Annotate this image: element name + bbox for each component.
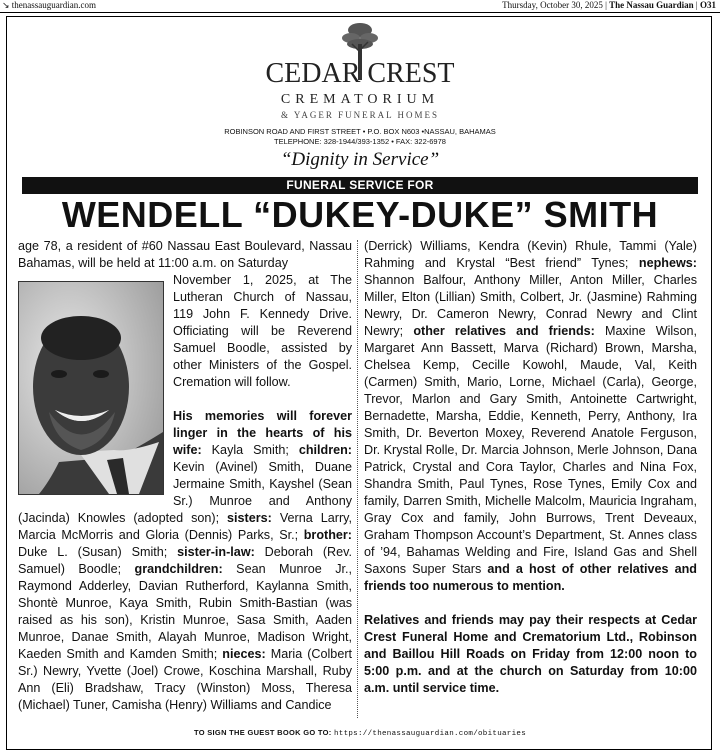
survivors-continued: (Derrick) Williams, Kendra (Kevin) Rhule, Tammi (Yale) Rahming and Krystal “Best friend” Tynes; nephews: Shannon Balfour, Anthony Miller, Anton Miller, Charles Miller, Elton (Lillian) Smith, Colbert, Jr. (Jasmine) Rahming Newry, Dr. Cameron Newry, Conrad Newry and Clint Newry; other relatives and friends: Maxine Wilson, Margaret Ann Bassett, Marva (Richard) Brown, Marsha, Chelsea Kemp, Cecille Kowohl, Maude, Val, Keith (Carmen) Smith, Mario, Lorne, Michael (Carla), George, Trevor, Marlon and Gary Smith, Antoinette Cartwright, Bernadette, Marsha, Eddie, Kenneth, Perry, Anthony, Ira Smith, Dr. Beverton Moxey, Reverend Anatole Ferguson, Dr. Krystal Rolle, Dr. Marcia Johnson, Merle Johnson, Dana Patrick, Crystal and Cora Taylor, Charles and Nina Fox, Shandra Smith, Paul Tynes, Rose Tynes, Emily Cox and family, Darren Smith, Michelle Malcolm, Mauricia Ingraham, Gray Cox and family, John Burrows, Trent Deveaux, Graham Thompson Account’s Department, St. Annes class of ’94, Bahamas Welding and Fire, Island Gas and Shell Saxons Super Stars and a host of other relatives and friends too numerous to mention. — [364, 239, 697, 593]
service-details: November 1, 2025, at The Lutheran Church of Nassau, 119 John F. Kennedy Drive. Officiating will be Reverend Samuel Boodle, assisted by other Ministers of the Gospel. Cremation will follow. — [173, 273, 352, 389]
viewing-details: Relatives and friends may pay their respects at Cedar Crest Funeral Home and Crematorium Ltd., Robinson and Baillou Hill Roads on Friday from 12:00 noon to 5:00 p.m. and at the church on Saturday from 10:00 a.m. until service time. — [364, 613, 697, 695]
portrait-photo — [18, 281, 164, 495]
phone-line: TELEPHONE: 328-1944/393-1352 • FAX: 322-6978 — [274, 137, 446, 146]
deceased-name: WENDELL “DUKEY-DUKE” SMITH — [61, 194, 659, 235]
address-line: ROBINSON ROAD AND FIRST STREET • P.O. BOX N603 •NASSAU, BAHAMAS — [224, 127, 496, 136]
issue-info: Thursday, October 30, 2025 | The Nassau Guardian | O31 — [502, 0, 716, 10]
intro-text: age 78, a resident of #60 Nassau East Boulevard, Nassau Bahamas, will be held at 11:00 a.m. on Saturday — [18, 239, 352, 270]
service-banner: FUNERAL SERVICE FOR — [22, 177, 698, 194]
guest-book-footer: TO SIGN THE GUEST BOOK GO TO: https://thenassauguardian.com/obituaries — [193, 728, 527, 738]
cedar-crest-logo — [240, 20, 480, 120]
site-url[interactable]: ↘ thenassauguardian.com — [2, 0, 97, 10]
logo-brand: CEDAR CREST — [265, 58, 455, 89]
obituary-column-right — [364, 238, 697, 697]
obituary-column-left — [18, 238, 352, 714]
column-divider — [357, 240, 358, 718]
logo-crematorium: CREMATORIUM — [280, 92, 440, 107]
guest-book-link[interactable]: https://thenassauguardian.com/obituaries — [333, 730, 527, 738]
logo-tagline: & YAGER FUNERAL HOMES — [280, 110, 440, 120]
newspaper-header — [0, 0, 720, 13]
motto: “Dignity in Service” — [280, 149, 440, 170]
survivors-text: His memories will forever linger in the hearts of his wife: Kayla Smith; children: Kevin (Avinel) Smith, Duane Jermaine Smith, Kayshel (Sean Sr.) Munroe and Anthony (Jacinda) Knowles (adopted son); sisters: Verna Larry, Marcia McMorris and Gloria (Dennis) Parks, Sr.; brother: Duke L. (Susan) Smith; sister-in-law: Deborah (Rev. Samuel) Boodle; grandchildren: Sean Munroe Jr., Raymond Adderley, Davian Rutherford, Kaylanna Smith, Shontè Munroe, Kaya Smith, Rubin Smith-Bastian (was raised as his son), Kristin Munroe, Sasa Smith, Aaden Munroe, Danae Smith, Alayah Munroe, Madison Wright, Kaeden Smith and Kamden Smith; nieces: Maria (Colbert Sr.) Newry, Yvette (Joel) Crowe, Koschina Marshall, Ruby Ann (Eli) Bradshaw, Tracy (Winston) Moss, Theresa (Michael) Tuner, Camisha (Henry) Williams and Candice — [18, 409, 353, 712]
